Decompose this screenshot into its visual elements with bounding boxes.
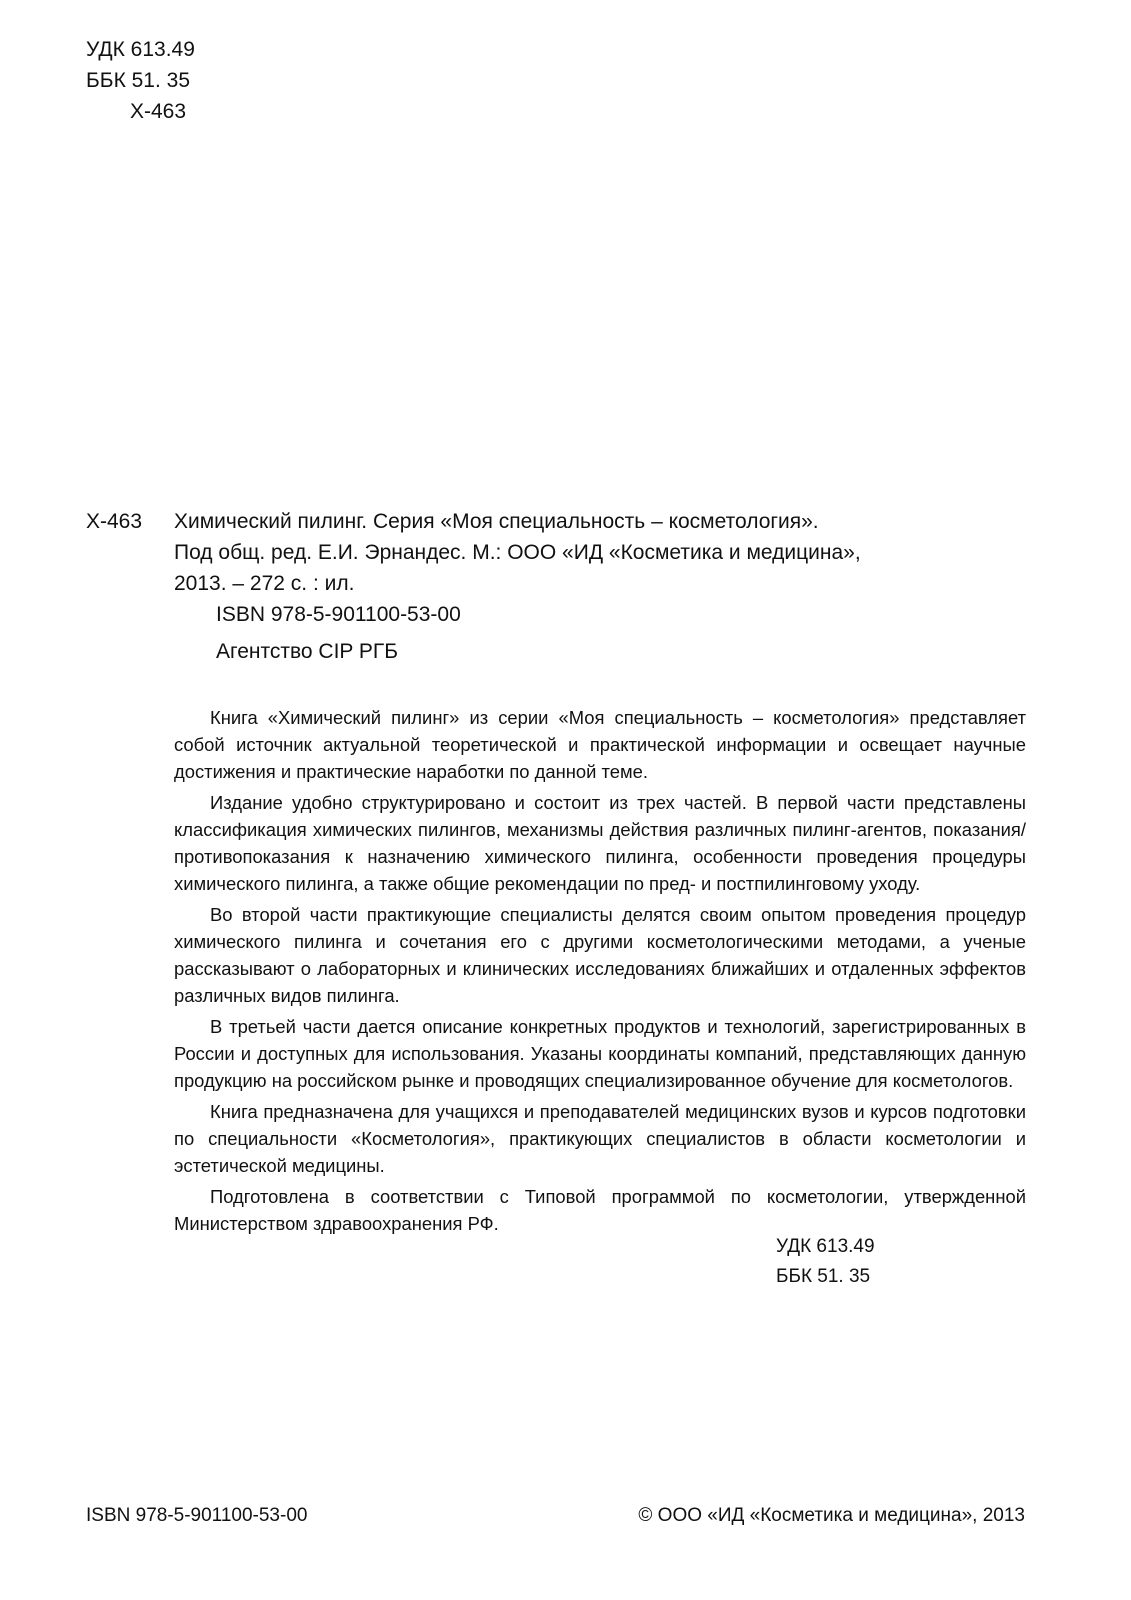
annotation-paragraph: Во второй части практикующие специалисты делятся своим опытом проведения процедур химического пилинга и сочетания его с другими косметологическими методами, а ученые рассказывают о лабораторных и клинических исследованиях ближайших и отдаленных эффектов различных видов пилинга. [174, 904, 1026, 1006]
footer-copyright: © ООО «ИД «Косметика и медицина», 2013 [638, 1505, 1025, 1526]
annotation-paragraph: В третьей части дается описание конкретных продуктов и технологий, зарегистрированных в России и доступных для использования. Указаны координаты компаний, представляющих данную продукцию на российском рынке и проводящих специализированное обучение для косметологов. [174, 1016, 1026, 1091]
entry-line: 2013. – 272 с. : ил. [174, 572, 355, 595]
entry-description [174, 506, 1034, 667]
bbk-code: ББК 51. 35 [86, 69, 191, 92]
entry-isbn: ISBN 978-5-901100-53-00 [216, 603, 461, 626]
annotation-paragraph: Издание удобно структурировано и состоит из трех частей. В первой части представлены классификация химических пилингов, механизмы действия различных пилинг-агентов, показания/противопоказания к назначению химического пилинга, особенности проведения процедуры химического пилинга, а также общие рекомендации по пред- и постпилинговому уходу. [174, 792, 1026, 894]
entry-line: Под общ. ред. Е.И. Эрнандес. М.: ООО «ИД «Косметика и медицина», [174, 541, 861, 564]
bbk-code: ББК 51. 35 [776, 1266, 871, 1287]
classification-codes-bottom [776, 1232, 875, 1292]
entry-line: Химический пилинг. Серия «Моя специальность – косметология». [174, 510, 819, 533]
annotation-paragraph: Подготовлена в соответствии с Типовой программой по косметологии, утвержденной Министерством здравоохранения РФ. [174, 1186, 1026, 1234]
classification-codes-top [86, 34, 195, 127]
udk-code: УДК 613.49 [86, 38, 195, 61]
author-sign: Х-463 [130, 100, 187, 123]
footer-isbn: ISBN 978-5-901100-53-00 [86, 1505, 308, 1526]
entry-author-sign: Х-463 [86, 510, 143, 533]
udk-code: УДК 613.49 [776, 1236, 875, 1257]
annotation-paragraph: Книга «Химический пилинг» из серии «Моя специальность – косметология» представляет собой источник актуальной теоретической и практической информации и освещает научные достижения и практические наработки по данной теме. [174, 707, 1026, 782]
cip-agency: Агентство CIP РГБ [216, 640, 399, 663]
annotation [174, 704, 1026, 1241]
annotation-paragraph: Книга предназначена для учащихся и преподавателей медицинских вузов и курсов подготовки по специальности «Косметология», практикующих специалистов в области косметологии и эстетической медицины. [174, 1101, 1026, 1176]
